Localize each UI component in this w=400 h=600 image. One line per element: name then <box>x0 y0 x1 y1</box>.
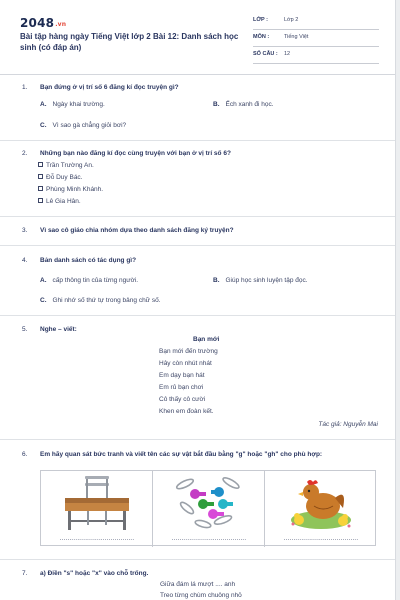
question-text: Bản danh sách có tác dụng gì? <box>40 257 137 264</box>
question-number: 6. <box>22 451 28 458</box>
checkbox-item[interactable]: Đỗ Duy Bác. <box>38 174 83 181</box>
checkbox-item[interactable]: Lê Gia Hân. <box>38 198 81 205</box>
question-text: Em hãy quan sát bức tranh và viết tên các sự vật bắt đầu bằng "g" hoặc "gh" cho phù hợp: <box>40 451 323 458</box>
option-b[interactable]: B. Giúp học sinh luyện tập đọc. <box>213 277 308 284</box>
checkbox-icon[interactable] <box>38 186 43 191</box>
poem-line: Em dạy bạn hát <box>159 372 205 379</box>
poem-line: Khen em đoàn kết. <box>159 408 214 415</box>
poem-line: Cô thấy cô cười <box>159 396 206 403</box>
picture-cell-1 <box>41 471 153 547</box>
option-b[interactable]: B. Ếch xanh đi học. <box>213 101 274 108</box>
meta-label: MÔN : <box>253 34 270 40</box>
question-4 <box>0 246 396 316</box>
fill-in-line: Treo từng chùm chuông nhỏ <box>160 592 242 599</box>
option-c[interactable]: C. Vì sao gà chẳng giỏi bơi? <box>40 122 127 129</box>
question-5 <box>0 316 396 440</box>
answer-blank[interactable]: ...................................... <box>171 536 247 542</box>
meta-subject-row <box>253 30 379 47</box>
question-text: Vì sao cô giáo chia nhóm dựa theo danh sách đăng ký truyện? <box>40 227 234 234</box>
question-number: 1. <box>22 84 28 91</box>
option-c[interactable]: C. Ghi nhớ số thứ tự trong bảng chữ số. <box>40 297 161 304</box>
worksheet-meta <box>253 13 379 64</box>
question-text: Nghe – viết: <box>40 326 77 333</box>
question-text: a) Điền "s" hoặc "x" vào chỗ trống. <box>40 570 149 577</box>
meta-count-row <box>253 47 379 64</box>
question-text: Những bạn nào đăng kí đọc cùng truyện với bạn ở vị trí số 6? <box>40 150 231 157</box>
hen-chicks-icon <box>285 474 357 532</box>
worksheet-header <box>0 0 396 75</box>
poem-line: Em rủ bạn chơi <box>159 384 204 391</box>
meta-label: LỚP : <box>253 17 268 23</box>
question-3 <box>0 217 396 246</box>
poem-line: Bạn mới đến trường <box>159 348 218 355</box>
worksheet-title: Bài tập hàng ngày Tiếng Việt lớp 2 Bài 12: Danh sách học sinh (có đáp án) <box>20 32 239 52</box>
desk-chair-icon <box>61 474 133 530</box>
checkbox-item[interactable]: Phùng Minh Khánh. <box>38 186 103 193</box>
meta-value: Tiếng Việt <box>284 34 309 40</box>
picture-table <box>40 470 376 546</box>
question-text: Bạn đứng ở vị trí số 6 đăng kí đọc truyện gì? <box>40 84 179 91</box>
question-number: 5. <box>22 326 28 333</box>
thumbtack-paperclip-icon <box>173 474 245 532</box>
fill-in-line: Giữa đám lá mượt .... anh <box>160 581 236 588</box>
option-a[interactable]: A. Ngày khai trường. <box>40 101 105 108</box>
site-logo[interactable]: 2048.vn <box>20 16 67 30</box>
meta-label: SỐ CÂU : <box>253 51 278 57</box>
question-2 <box>0 141 396 217</box>
picture-cell-3 <box>265 471 377 547</box>
poem-author: Tác giả: Nguyễn Mai <box>318 421 378 428</box>
checkbox-icon[interactable] <box>38 174 43 179</box>
question-number: 3. <box>22 227 28 234</box>
meta-value: Lớp 2 <box>284 17 299 23</box>
checkbox-icon[interactable] <box>38 198 43 203</box>
checkbox-item[interactable]: Trần Trường An. <box>38 162 94 169</box>
question-number: 7. <box>22 570 28 577</box>
poem-line: Hây còn nhút nhát <box>159 360 212 367</box>
question-number: 2. <box>22 150 28 157</box>
question-1 <box>0 75 396 141</box>
question-7 <box>0 560 396 600</box>
picture-cell-2 <box>153 471 265 547</box>
answer-blank[interactable]: ...................................... <box>283 536 359 542</box>
meta-class-row <box>253 13 379 30</box>
checkbox-icon[interactable] <box>38 162 43 167</box>
meta-value: 12 <box>284 51 291 57</box>
poem-title: Bạn mới <box>193 336 220 343</box>
answer-blank[interactable]: ...................................... <box>59 536 135 542</box>
question-number: 4. <box>22 257 28 264</box>
option-a[interactable]: A. cấp thông tin của từng người. <box>40 277 139 284</box>
